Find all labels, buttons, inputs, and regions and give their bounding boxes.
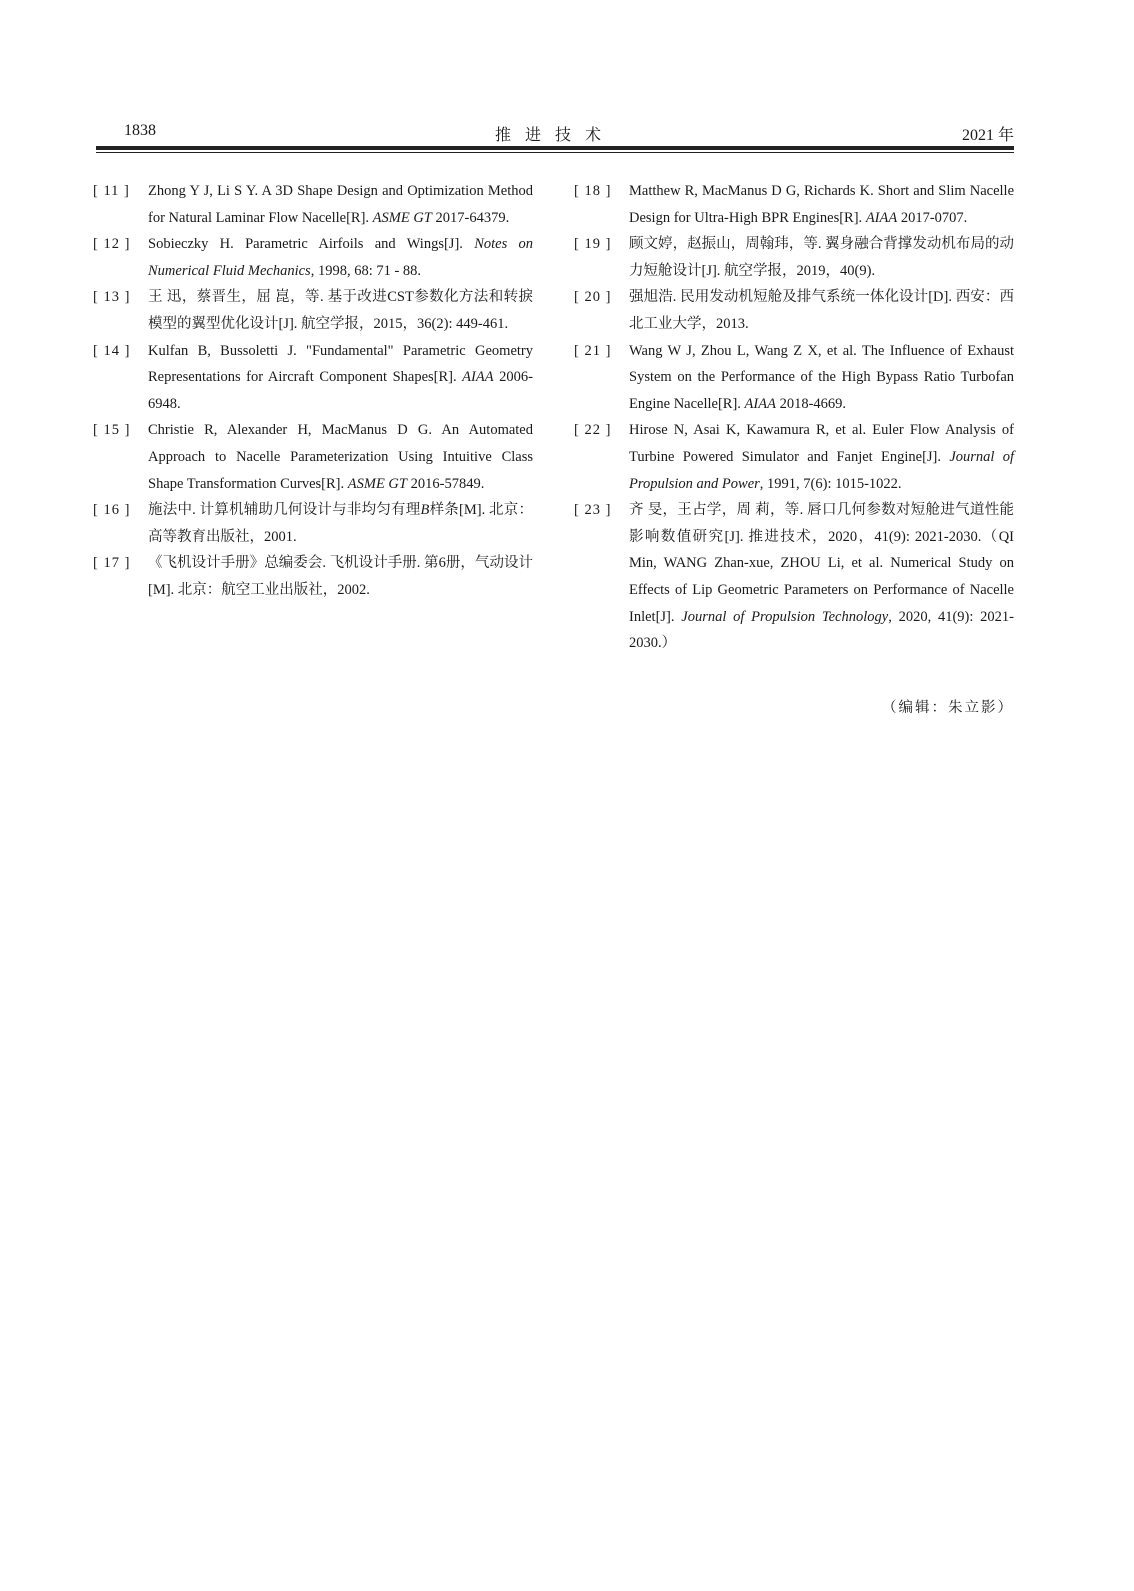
reference-number: [ 16 ] (93, 502, 131, 519)
reference-text (148, 417, 533, 497)
reference-entry (574, 284, 1014, 337)
reference-text-part: Kulfan B, Bussoletti J. "Fundamental" Parametric Geometry Representations for Aircraft Component Shapes[R]. (148, 342, 533, 386)
reference-source-italic: Journal of Propulsion and Power (629, 448, 1014, 492)
reference-text-part: 2006-6948. (148, 369, 533, 412)
reference-number: [ 11 ] (93, 183, 130, 199)
reference-number: [ 12 ] (93, 236, 131, 253)
reference-number: [ 19 ] (574, 236, 612, 253)
reference-text-part: , 1998, 68: 71 - 88. (310, 262, 422, 279)
reference-text-part: Hirose N, Asai K, Kawamura R, et al. Euler Flow Analysis of Turbine Powered Simulator and Fanjet Engine[J]. (629, 422, 1014, 465)
reference-entry (93, 497, 533, 550)
journal-title: 推进技术 (494, 127, 615, 144)
header-rule-thick (96, 146, 1014, 150)
reference-text (629, 178, 1014, 231)
reference-source-italic: Journal of Propulsion Technology (681, 608, 889, 625)
reference-text-part: 齐 旻，王占学，周 莉，等. 唇口几何参数对短舱进气道性能影响数值研究[J]. 推进技术，2020，41(9): 2021-2030.（QI Min, WANG Zhan-xue, ZHOU Li, et al. Numerical Study on Effects of Lip Geometric Parameters on Performance of Nacelle Inlet[J]. (629, 502, 1014, 625)
reference-text (629, 497, 1014, 657)
reference-text (148, 284, 533, 337)
reference-source-italic: AIAA (462, 369, 494, 386)
reference-entry (574, 178, 1014, 231)
reference-text-part: Sobieczky H. Parametric Airfoils and Wings[J]. (148, 236, 475, 253)
reference-text-part: 王 迅，蔡晋生，屈 崑，等. 基于改进CST参数化方法和转捩模型的翼型优化设计[J]. 航空学报，2015，36(2): 449-461. (148, 289, 533, 332)
reference-entry (93, 338, 533, 418)
reference-text-part: 2016-57849. (406, 475, 485, 492)
reference-entry (574, 338, 1014, 418)
reference-entry (574, 497, 1014, 657)
reference-entry (93, 417, 533, 497)
page-header (96, 118, 1014, 144)
reference-entry (574, 231, 1014, 284)
reference-text-part: 2017-64379. (431, 209, 510, 226)
reference-number: [ 13 ] (93, 289, 131, 306)
reference-entry (574, 417, 1014, 497)
reference-text-part: 样条[M]. 北京：高等教育出版社，2001. (148, 502, 533, 545)
reference-number: [ 18 ] (574, 183, 612, 199)
reference-source-italic: B (420, 502, 430, 519)
reference-text-part: 2017-0707. (897, 209, 968, 226)
reference-text (148, 497, 533, 550)
header-rule-thin (96, 152, 1014, 153)
reference-text-part: Zhong Y J, Li S Y. A 3D Shape Design and Optimization Method for Natural Laminar Flow Nacelle[R]. (148, 183, 533, 226)
references-left-column (93, 178, 533, 604)
reference-text-part: 2018-4669. (775, 395, 847, 412)
reference-text (148, 338, 533, 418)
reference-entry (93, 284, 533, 337)
reference-number: [ 23 ] (574, 502, 612, 519)
reference-text-part: , 1991, 7(6): 1015-1022. (759, 475, 902, 492)
reference-source-italic: Notes on Numerical Fluid Mechanics (148, 236, 533, 279)
reference-text (629, 338, 1014, 418)
reference-text-part: 《飞机设计手册》总编委会. 飞机设计手册. 第6册，气动设计[M]. 北京：航空工业出版社，2002. (148, 555, 533, 598)
reference-number: [ 17 ] (93, 555, 131, 572)
reference-source-italic: ASME GT (372, 209, 432, 226)
reference-entry (93, 550, 533, 603)
reference-number: [ 14 ] (93, 342, 131, 359)
reference-text (629, 231, 1014, 284)
reference-text (148, 550, 533, 603)
reference-text (629, 417, 1014, 497)
reference-text-part: , 2020, 41(9): 2021-2030.） (629, 608, 1014, 652)
reference-entry (93, 231, 533, 284)
reference-number: [ 22 ] (574, 422, 612, 439)
reference-text (148, 178, 533, 231)
reference-text-part: 施法中. 计算机辅助几何设计与非均匀有理 (148, 502, 421, 519)
reference-source-italic: AIAA (744, 395, 776, 412)
reference-text-part: Christie R, Alexander H, MacManus D G. An Automated Approach to Nacelle Parameterization Using Intuitive Class Shape Transformation Curves[R]. (148, 422, 533, 492)
reference-number: [ 15 ] (93, 422, 131, 439)
reference-source-italic: AIAA (865, 209, 898, 226)
reference-number: [ 20 ] (574, 289, 612, 306)
reference-text-part: Matthew R, MacManus D G, Richards K. Short and Slim Nacelle Design for Ultra-High BPR Engines[R]. (629, 183, 1014, 226)
reference-text (148, 231, 533, 284)
reference-text-part: 强旭浩. 民用发动机短舱及排气系统一体化设计[D]. 西安：西北工业大学，2013. (629, 289, 1014, 332)
publication-year: 2021 年 (961, 127, 1014, 144)
editor-note: （编辑：朱立影） (882, 700, 1014, 716)
references-right-column (574, 178, 1014, 657)
reference-text-part: 顾文婷，赵振山，周翰玮，等. 翼身融合背撑发动机布局的动力短舱设计[J]. 航空学报，2019，40(9). (629, 236, 1014, 279)
reference-text-part: Wang W J, Zhou L, Wang Z X, et al. The Influence of Exhaust System on the Performance of the High Bypass Ratio Turbofan Engine Nacelle[R]. (629, 342, 1014, 412)
reference-source-italic: ASME GT (347, 475, 407, 492)
reference-number: [ 21 ] (574, 342, 612, 359)
reference-text (629, 284, 1014, 337)
reference-entry (93, 178, 533, 231)
page-number: 1838 (124, 122, 156, 139)
